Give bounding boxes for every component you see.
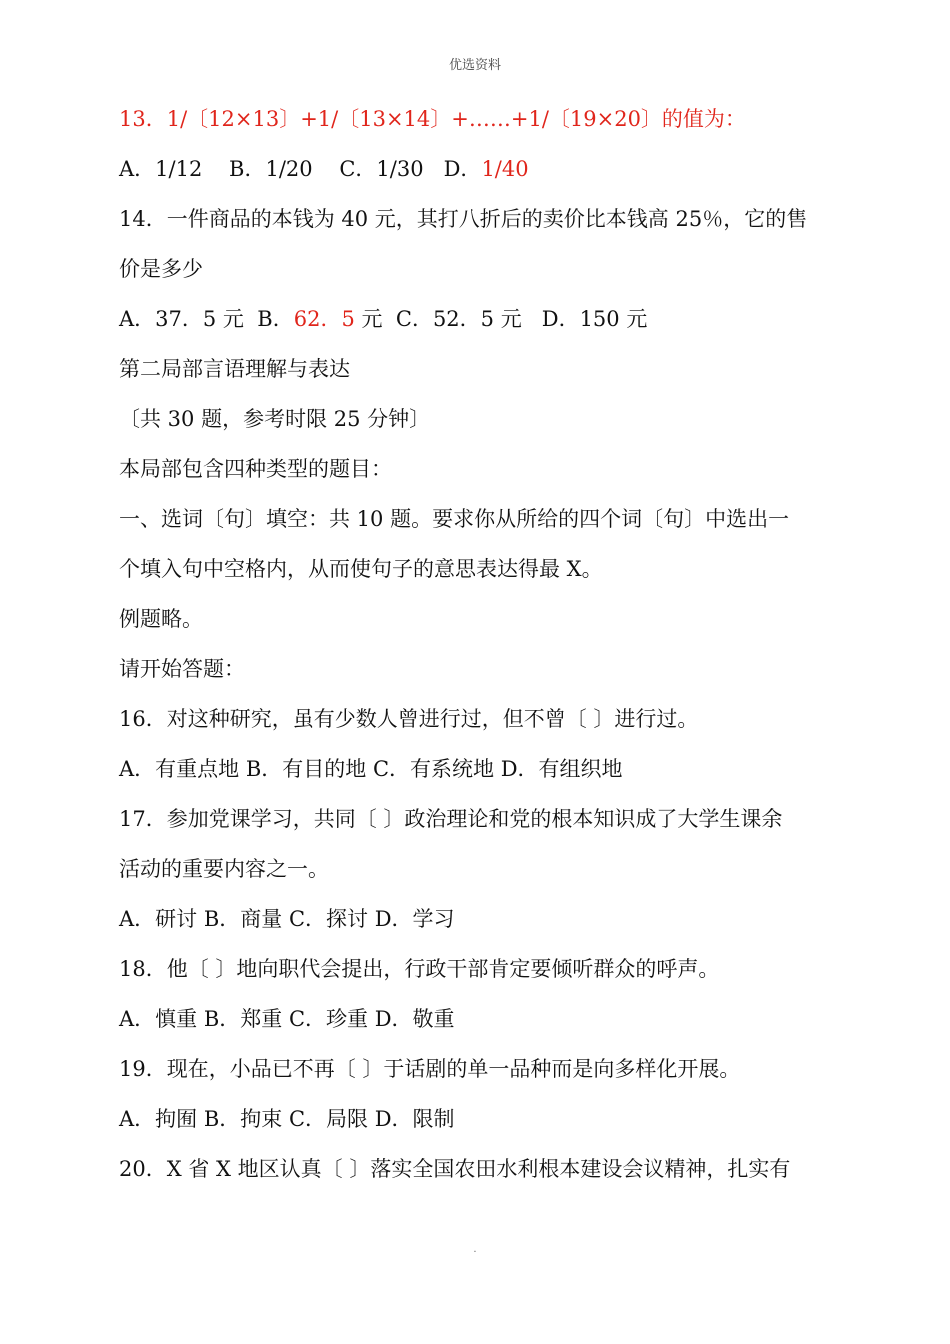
question-14-options bbox=[119, 306, 647, 332]
section-subtitle: 〔共 30 题，参考时限 25 分钟〕 bbox=[119, 407, 431, 431]
option-b-prefix: B． bbox=[257, 307, 294, 331]
option-c: C．52．5 元 bbox=[395, 307, 522, 331]
option-c: C．1/30 bbox=[339, 157, 424, 181]
page-header: 优选资料 bbox=[448, 58, 501, 73]
question-18-options: A．慎重 B．郑重 C．珍重 D．敬重 bbox=[119, 1007, 455, 1031]
page-footer-mark: . bbox=[473, 1244, 477, 1255]
type1-line1: 一、选词〔句〕填空：共 10 题。要求你从所给的四个词〔句〕中选出一 bbox=[119, 507, 790, 531]
question-13-options bbox=[119, 156, 529, 182]
question-20-stem-line1: 20．X 省 X 地区认真〔 〕落实全国农田水利根本建设会议精神，扎实有 bbox=[119, 1157, 791, 1181]
option-d-prefix: D． bbox=[443, 157, 482, 181]
question-14-stem-line2: 价是多少 bbox=[119, 257, 203, 281]
option-d: D．150 元 bbox=[541, 307, 648, 331]
question-16-options: A．有重点地 B．有目的地 C．有系统地 D．有组织地 bbox=[119, 757, 623, 781]
option-b-answer: 62．5 bbox=[293, 307, 355, 331]
question-17-stem-line1: 17．参加党课学习，共同〔 〕政治理论和党的根本知识成了大学生课余 bbox=[119, 807, 783, 831]
question-19-options: A．拘囿 B．拘束 C．局限 D．限制 bbox=[119, 1107, 455, 1131]
type1-line2: 个填入句中空格内，从而使句子的意思表达得最 X。 bbox=[119, 557, 603, 581]
section-title: 第二局部言语理解与表达 bbox=[119, 357, 350, 381]
question-17-options: A．研讨 B．商量 C．探讨 D．学习 bbox=[119, 907, 455, 931]
question-13-stem: 13．1/〔12×13〕+1/〔13×14〕+……+1/〔19×20〕的值为： bbox=[119, 107, 746, 131]
question-18-stem: 18．他〔 〕地向职代会提出，行政干部肯定要倾听群众的呼声。 bbox=[119, 957, 720, 981]
option-b: B．1/20 bbox=[229, 157, 313, 181]
question-14-stem-line1: 14．一件商品的本钱为 40 元，其打八折后的卖价比本钱高 25％，它的售 bbox=[119, 207, 808, 231]
option-a: A．1/12 bbox=[119, 157, 203, 181]
question-16-stem: 16．对这种研究，虽有少数人曾进行过，但不曾〔 〕进行过。 bbox=[119, 707, 699, 731]
question-17-stem-line2: 活动的重要内容之一。 bbox=[119, 857, 329, 881]
option-b-suffix: 元 bbox=[354, 307, 383, 331]
section-intro: 本局部包含四种类型的题目： bbox=[119, 457, 392, 481]
question-19-stem: 19．现在，小品已不再〔 〕于话剧的单一品种而是向多样化开展。 bbox=[119, 1057, 741, 1081]
start-prompt: 请开始答题： bbox=[119, 657, 245, 681]
example-note: 例题略。 bbox=[119, 607, 203, 631]
option-d-answer: 1/40 bbox=[481, 157, 529, 181]
option-a: A．37．5 元 bbox=[119, 307, 244, 331]
